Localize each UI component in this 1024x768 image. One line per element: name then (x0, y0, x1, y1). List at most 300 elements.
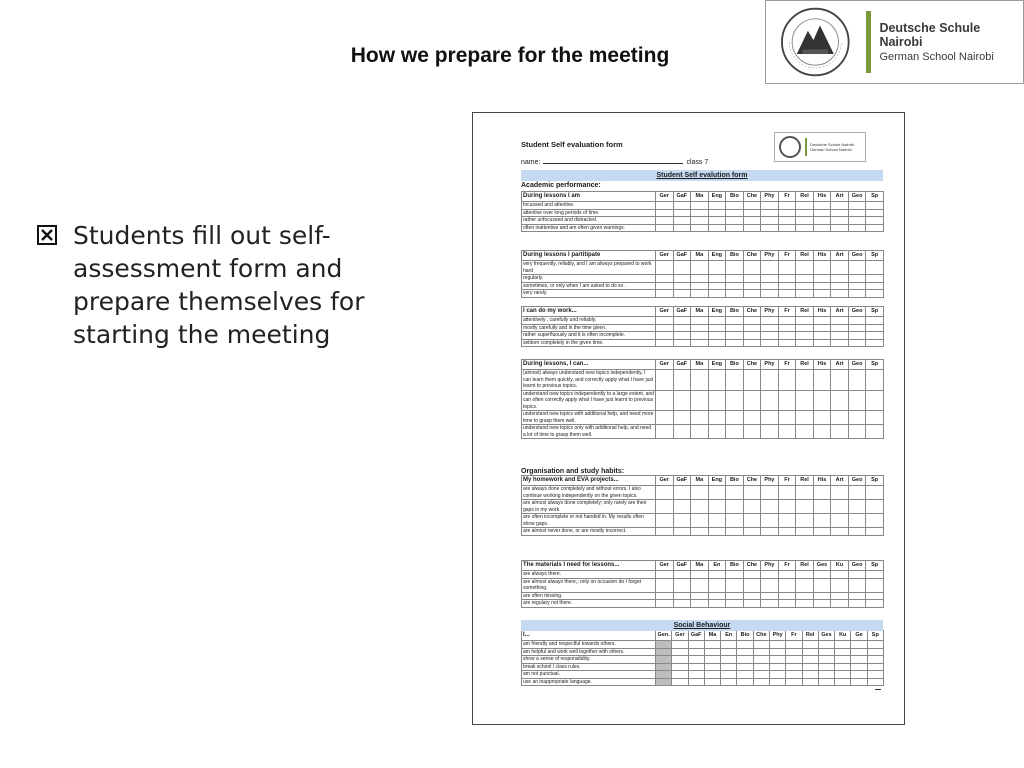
rating-cell[interactable] (851, 648, 867, 656)
rating-cell[interactable] (761, 202, 779, 210)
rating-cell[interactable] (831, 571, 849, 579)
rating-cell[interactable] (691, 411, 709, 425)
rating-cell[interactable] (743, 500, 761, 514)
rating-cell[interactable] (737, 678, 753, 686)
rating-cell[interactable] (778, 217, 796, 225)
rating-cell[interactable] (737, 656, 753, 664)
rating-cell[interactable] (831, 486, 849, 500)
rating-cell[interactable] (708, 317, 726, 325)
rating-cell[interactable] (818, 678, 834, 686)
rating-cell[interactable] (673, 209, 691, 217)
rating-cell[interactable] (796, 500, 814, 514)
rating-cell[interactable] (656, 217, 674, 225)
rating-cell[interactable] (761, 425, 779, 439)
rating-cell[interactable] (656, 514, 674, 528)
rating-cell[interactable] (656, 592, 674, 600)
rating-cell[interactable] (673, 500, 691, 514)
rating-cell[interactable] (848, 275, 866, 283)
rating-cell[interactable] (866, 425, 884, 439)
rating-cell[interactable] (818, 641, 834, 649)
rating-cell[interactable] (691, 500, 709, 514)
rating-cell[interactable] (743, 202, 761, 210)
rating-cell[interactable] (796, 209, 814, 217)
rating-cell[interactable] (673, 528, 691, 536)
rating-cell[interactable] (866, 332, 884, 340)
rating-cell[interactable] (726, 209, 744, 217)
rating-cell[interactable] (726, 275, 744, 283)
rating-cell[interactable] (786, 648, 802, 656)
rating-cell[interactable] (831, 317, 849, 325)
rating-cell[interactable] (704, 663, 720, 671)
rating-cell[interactable] (761, 224, 779, 232)
rating-cell[interactable] (761, 275, 779, 283)
rating-cell[interactable] (656, 209, 674, 217)
rating-cell[interactable] (848, 411, 866, 425)
rating-cell[interactable] (691, 390, 709, 411)
rating-cell[interactable] (726, 217, 744, 225)
rating-cell[interactable] (813, 224, 831, 232)
rating-cell[interactable] (656, 500, 674, 514)
rating-cell[interactable] (813, 571, 831, 579)
rating-cell[interactable] (672, 678, 688, 686)
rating-cell[interactable] (691, 224, 709, 232)
rating-cell[interactable] (866, 411, 884, 425)
rating-cell[interactable] (851, 641, 867, 649)
rating-cell[interactable] (721, 663, 737, 671)
rating-cell[interactable] (769, 663, 785, 671)
rating-cell[interactable] (737, 648, 753, 656)
rating-cell[interactable] (778, 571, 796, 579)
rating-cell[interactable] (813, 514, 831, 528)
rating-cell[interactable] (673, 600, 691, 608)
rating-cell[interactable] (769, 648, 785, 656)
rating-cell[interactable] (813, 425, 831, 439)
rating-cell[interactable] (743, 339, 761, 347)
rating-cell[interactable] (866, 592, 884, 600)
rating-cell[interactable] (726, 592, 744, 600)
rating-cell[interactable] (851, 671, 867, 679)
rating-cell[interactable] (761, 514, 779, 528)
rating-cell[interactable] (656, 600, 674, 608)
rating-cell[interactable] (867, 663, 883, 671)
rating-cell[interactable] (761, 411, 779, 425)
rating-cell[interactable] (708, 261, 726, 275)
rating-cell[interactable] (866, 224, 884, 232)
rating-cell[interactable] (818, 663, 834, 671)
rating-cell[interactable] (691, 370, 709, 391)
rating-cell[interactable] (831, 592, 849, 600)
rating-cell[interactable] (761, 390, 779, 411)
rating-cell[interactable] (704, 641, 720, 649)
rating-cell[interactable] (848, 324, 866, 332)
rating-cell[interactable] (835, 648, 851, 656)
rating-cell[interactable] (866, 578, 884, 592)
rating-cell[interactable] (769, 656, 785, 664)
rating-cell[interactable] (866, 275, 884, 283)
rating-cell[interactable] (743, 600, 761, 608)
rating-cell[interactable] (778, 500, 796, 514)
rating-cell[interactable] (737, 641, 753, 649)
rating-cell[interactable] (813, 324, 831, 332)
rating-cell[interactable] (786, 671, 802, 679)
rating-cell[interactable] (831, 600, 849, 608)
rating-cell[interactable] (778, 261, 796, 275)
rating-cell[interactable] (672, 656, 688, 664)
rating-cell[interactable] (802, 663, 818, 671)
rating-cell[interactable] (835, 678, 851, 686)
rating-cell[interactable] (831, 339, 849, 347)
rating-cell[interactable] (778, 600, 796, 608)
rating-cell[interactable] (753, 678, 769, 686)
rating-cell[interactable] (726, 324, 744, 332)
rating-cell[interactable] (656, 671, 672, 679)
rating-cell[interactable] (813, 275, 831, 283)
rating-cell[interactable] (761, 528, 779, 536)
rating-cell[interactable] (796, 600, 814, 608)
rating-cell[interactable] (708, 332, 726, 340)
rating-cell[interactable] (673, 370, 691, 391)
rating-cell[interactable] (835, 641, 851, 649)
rating-cell[interactable] (691, 592, 709, 600)
rating-cell[interactable] (673, 282, 691, 290)
rating-cell[interactable] (743, 332, 761, 340)
rating-cell[interactable] (656, 324, 674, 332)
rating-cell[interactable] (672, 648, 688, 656)
rating-cell[interactable] (761, 571, 779, 579)
rating-cell[interactable] (691, 425, 709, 439)
rating-cell[interactable] (796, 332, 814, 340)
rating-cell[interactable] (867, 671, 883, 679)
rating-cell[interactable] (656, 317, 674, 325)
rating-cell[interactable] (673, 486, 691, 500)
rating-cell[interactable] (656, 332, 674, 340)
rating-cell[interactable] (691, 209, 709, 217)
rating-cell[interactable] (743, 290, 761, 298)
rating-cell[interactable] (688, 641, 704, 649)
rating-cell[interactable] (796, 528, 814, 536)
rating-cell[interactable] (831, 528, 849, 536)
rating-cell[interactable] (656, 486, 674, 500)
rating-cell[interactable] (818, 648, 834, 656)
rating-cell[interactable] (743, 592, 761, 600)
rating-cell[interactable] (866, 370, 884, 391)
rating-cell[interactable] (673, 324, 691, 332)
rating-cell[interactable] (848, 571, 866, 579)
rating-cell[interactable] (708, 425, 726, 439)
rating-cell[interactable] (831, 514, 849, 528)
rating-cell[interactable] (743, 261, 761, 275)
rating-cell[interactable] (656, 390, 674, 411)
rating-cell[interactable] (761, 339, 779, 347)
rating-cell[interactable] (656, 261, 674, 275)
rating-cell[interactable] (708, 514, 726, 528)
rating-cell[interactable] (704, 678, 720, 686)
rating-cell[interactable] (691, 261, 709, 275)
rating-cell[interactable] (708, 500, 726, 514)
rating-cell[interactable] (672, 641, 688, 649)
rating-cell[interactable] (708, 290, 726, 298)
rating-cell[interactable] (708, 578, 726, 592)
rating-cell[interactable] (761, 324, 779, 332)
rating-cell[interactable] (691, 317, 709, 325)
rating-cell[interactable] (866, 209, 884, 217)
rating-cell[interactable] (813, 578, 831, 592)
rating-cell[interactable] (726, 282, 744, 290)
rating-cell[interactable] (688, 663, 704, 671)
rating-cell[interactable] (673, 275, 691, 283)
rating-cell[interactable] (761, 261, 779, 275)
rating-cell[interactable] (708, 528, 726, 536)
rating-cell[interactable] (778, 425, 796, 439)
rating-cell[interactable] (708, 592, 726, 600)
rating-cell[interactable] (835, 671, 851, 679)
rating-cell[interactable] (831, 324, 849, 332)
rating-cell[interactable] (673, 261, 691, 275)
rating-cell[interactable] (778, 275, 796, 283)
rating-cell[interactable] (743, 209, 761, 217)
rating-cell[interactable] (796, 425, 814, 439)
rating-cell[interactable] (743, 578, 761, 592)
rating-cell[interactable] (704, 671, 720, 679)
rating-cell[interactable] (796, 571, 814, 579)
rating-cell[interactable] (802, 656, 818, 664)
rating-cell[interactable] (796, 592, 814, 600)
rating-cell[interactable] (778, 486, 796, 500)
rating-cell[interactable] (673, 217, 691, 225)
rating-cell[interactable] (726, 425, 744, 439)
rating-cell[interactable] (726, 411, 744, 425)
rating-cell[interactable] (786, 663, 802, 671)
rating-cell[interactable] (848, 224, 866, 232)
rating-cell[interactable] (796, 224, 814, 232)
rating-cell[interactable] (721, 671, 737, 679)
rating-cell[interactable] (743, 486, 761, 500)
rating-cell[interactable] (656, 290, 674, 298)
rating-cell[interactable] (656, 656, 672, 664)
rating-cell[interactable] (851, 678, 867, 686)
rating-cell[interactable] (848, 592, 866, 600)
rating-cell[interactable] (867, 648, 883, 656)
rating-cell[interactable] (866, 571, 884, 579)
rating-cell[interactable] (688, 671, 704, 679)
rating-cell[interactable] (708, 209, 726, 217)
rating-cell[interactable] (753, 641, 769, 649)
rating-cell[interactable] (726, 578, 744, 592)
rating-cell[interactable] (761, 217, 779, 225)
rating-cell[interactable] (848, 339, 866, 347)
rating-cell[interactable] (831, 261, 849, 275)
rating-cell[interactable] (704, 656, 720, 664)
rating-cell[interactable] (866, 528, 884, 536)
rating-cell[interactable] (866, 217, 884, 225)
rating-cell[interactable] (673, 571, 691, 579)
rating-cell[interactable] (831, 282, 849, 290)
rating-cell[interactable] (691, 514, 709, 528)
rating-cell[interactable] (848, 290, 866, 298)
rating-cell[interactable] (726, 202, 744, 210)
rating-cell[interactable] (813, 282, 831, 290)
rating-cell[interactable] (796, 317, 814, 325)
rating-cell[interactable] (866, 324, 884, 332)
rating-cell[interactable] (848, 202, 866, 210)
rating-cell[interactable] (769, 671, 785, 679)
rating-cell[interactable] (673, 317, 691, 325)
rating-cell[interactable] (743, 425, 761, 439)
rating-cell[interactable] (848, 370, 866, 391)
rating-cell[interactable] (866, 600, 884, 608)
rating-cell[interactable] (866, 282, 884, 290)
rating-cell[interactable] (726, 224, 744, 232)
rating-cell[interactable] (726, 571, 744, 579)
rating-cell[interactable] (786, 641, 802, 649)
rating-cell[interactable] (656, 339, 674, 347)
rating-cell[interactable] (743, 370, 761, 391)
rating-cell[interactable] (796, 370, 814, 391)
rating-cell[interactable] (673, 224, 691, 232)
rating-cell[interactable] (691, 600, 709, 608)
rating-cell[interactable] (672, 663, 688, 671)
rating-cell[interactable] (691, 486, 709, 500)
rating-cell[interactable] (656, 641, 672, 649)
rating-cell[interactable] (813, 332, 831, 340)
rating-cell[interactable] (656, 282, 674, 290)
rating-cell[interactable] (831, 411, 849, 425)
rating-cell[interactable] (778, 290, 796, 298)
rating-cell[interactable] (761, 370, 779, 391)
rating-cell[interactable] (778, 282, 796, 290)
rating-cell[interactable] (848, 209, 866, 217)
rating-cell[interactable] (866, 500, 884, 514)
rating-cell[interactable] (831, 425, 849, 439)
rating-cell[interactable] (813, 261, 831, 275)
rating-cell[interactable] (813, 217, 831, 225)
rating-cell[interactable] (867, 656, 883, 664)
rating-cell[interactable] (753, 663, 769, 671)
rating-cell[interactable] (761, 578, 779, 592)
rating-cell[interactable] (848, 578, 866, 592)
rating-cell[interactable] (656, 411, 674, 425)
rating-cell[interactable] (796, 390, 814, 411)
rating-cell[interactable] (802, 678, 818, 686)
rating-cell[interactable] (743, 217, 761, 225)
rating-cell[interactable] (726, 514, 744, 528)
rating-cell[interactable] (673, 425, 691, 439)
rating-cell[interactable] (831, 275, 849, 283)
rating-cell[interactable] (743, 324, 761, 332)
rating-cell[interactable] (813, 290, 831, 298)
rating-cell[interactable] (761, 317, 779, 325)
rating-cell[interactable] (831, 500, 849, 514)
rating-cell[interactable] (867, 641, 883, 649)
rating-cell[interactable] (813, 339, 831, 347)
rating-cell[interactable] (778, 317, 796, 325)
rating-cell[interactable] (796, 514, 814, 528)
rating-cell[interactable] (813, 528, 831, 536)
rating-cell[interactable] (673, 290, 691, 298)
rating-cell[interactable] (743, 411, 761, 425)
rating-cell[interactable] (866, 514, 884, 528)
rating-cell[interactable] (813, 390, 831, 411)
rating-cell[interactable] (726, 332, 744, 340)
rating-cell[interactable] (708, 275, 726, 283)
rating-cell[interactable] (673, 339, 691, 347)
rating-cell[interactable] (778, 370, 796, 391)
rating-cell[interactable] (848, 514, 866, 528)
rating-cell[interactable] (831, 290, 849, 298)
rating-cell[interactable] (831, 578, 849, 592)
rating-cell[interactable] (656, 202, 674, 210)
rating-cell[interactable] (802, 641, 818, 649)
rating-cell[interactable] (778, 390, 796, 411)
rating-cell[interactable] (708, 486, 726, 500)
rating-cell[interactable] (691, 339, 709, 347)
rating-cell[interactable] (851, 663, 867, 671)
rating-cell[interactable] (673, 411, 691, 425)
rating-cell[interactable] (835, 656, 851, 664)
rating-cell[interactable] (813, 592, 831, 600)
rating-cell[interactable] (721, 648, 737, 656)
rating-cell[interactable] (708, 571, 726, 579)
rating-cell[interactable] (691, 332, 709, 340)
rating-cell[interactable] (691, 275, 709, 283)
rating-cell[interactable] (721, 678, 737, 686)
rating-cell[interactable] (691, 217, 709, 225)
rating-cell[interactable] (866, 317, 884, 325)
rating-cell[interactable] (688, 648, 704, 656)
rating-cell[interactable] (848, 282, 866, 290)
rating-cell[interactable] (866, 261, 884, 275)
rating-cell[interactable] (831, 390, 849, 411)
rating-cell[interactable] (708, 411, 726, 425)
rating-cell[interactable] (708, 370, 726, 391)
rating-cell[interactable] (778, 332, 796, 340)
rating-cell[interactable] (848, 486, 866, 500)
rating-cell[interactable] (848, 261, 866, 275)
rating-cell[interactable] (726, 370, 744, 391)
rating-cell[interactable] (851, 656, 867, 664)
rating-cell[interactable] (761, 592, 779, 600)
rating-cell[interactable] (672, 671, 688, 679)
rating-cell[interactable] (867, 678, 883, 686)
rating-cell[interactable] (691, 324, 709, 332)
rating-cell[interactable] (753, 671, 769, 679)
rating-cell[interactable] (848, 500, 866, 514)
rating-cell[interactable] (778, 578, 796, 592)
rating-cell[interactable] (761, 500, 779, 514)
rating-cell[interactable] (656, 648, 672, 656)
rating-cell[interactable] (726, 528, 744, 536)
rating-cell[interactable] (848, 390, 866, 411)
rating-cell[interactable] (831, 202, 849, 210)
rating-cell[interactable] (796, 324, 814, 332)
rating-cell[interactable] (835, 663, 851, 671)
rating-cell[interactable] (813, 202, 831, 210)
rating-cell[interactable] (708, 324, 726, 332)
rating-cell[interactable] (726, 339, 744, 347)
rating-cell[interactable] (866, 202, 884, 210)
rating-cell[interactable] (813, 411, 831, 425)
rating-cell[interactable] (721, 656, 737, 664)
rating-cell[interactable] (778, 528, 796, 536)
rating-cell[interactable] (704, 648, 720, 656)
rating-cell[interactable] (656, 224, 674, 232)
rating-cell[interactable] (743, 514, 761, 528)
rating-cell[interactable] (813, 209, 831, 217)
rating-cell[interactable] (778, 324, 796, 332)
rating-cell[interactable] (778, 202, 796, 210)
rating-cell[interactable] (743, 528, 761, 536)
rating-cell[interactable] (769, 678, 785, 686)
